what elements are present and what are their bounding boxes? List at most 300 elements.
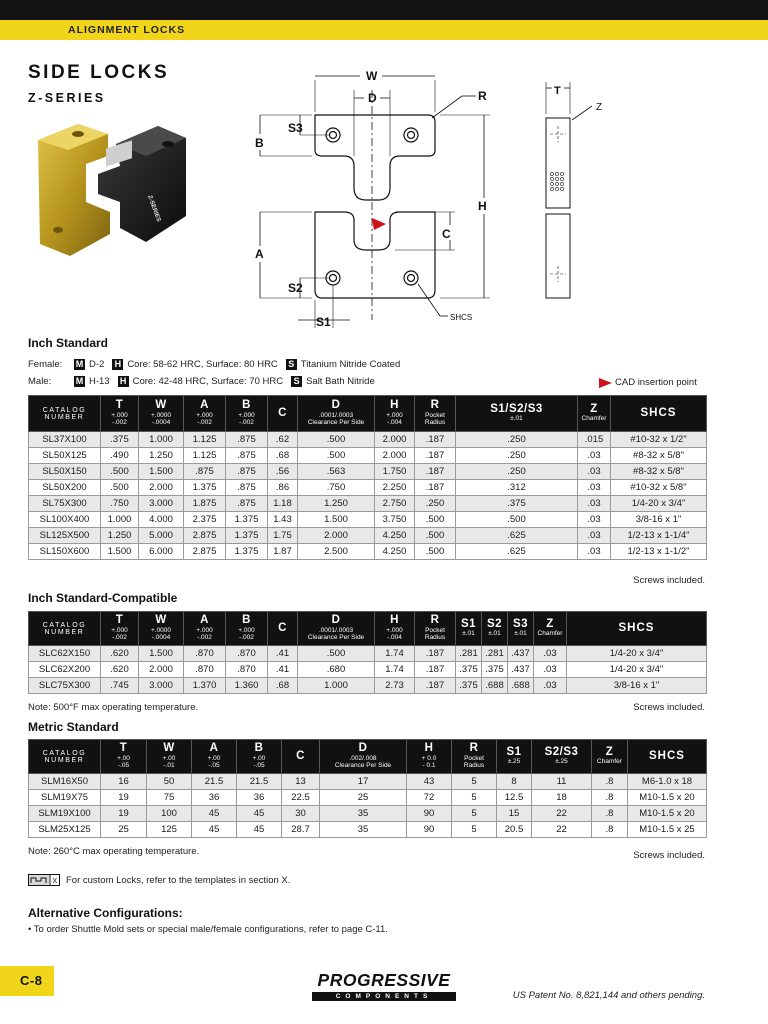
leader-shcs	[418, 284, 440, 316]
table-cell: .375	[456, 662, 482, 678]
table-cell: 43	[407, 774, 452, 790]
dim-label-c: C	[442, 227, 451, 241]
table-row	[29, 480, 707, 496]
table-cell: .187	[415, 432, 456, 448]
table-cell: 1/2-13 x 1-1/2"	[611, 544, 707, 560]
table-cell: .8	[592, 774, 628, 790]
table-cell: 2.73	[375, 678, 415, 694]
table-cell: .875	[226, 432, 268, 448]
table-cell: .870	[184, 662, 226, 678]
section-header-label: ALIGNMENT LOCKS	[68, 24, 186, 36]
col-t: T +.000 -.002	[101, 396, 139, 432]
table-cell: 20.5	[497, 822, 532, 838]
table-cell: .490	[101, 448, 139, 464]
table-cell: 2.250	[375, 480, 415, 496]
table-cell: 2.750	[375, 496, 415, 512]
inch-compatible-table	[28, 611, 707, 694]
table-cell: 17	[320, 774, 407, 790]
cad-insertion-text: CAD insertion point	[615, 377, 697, 388]
table-cell: M10-1.5 x 20	[628, 790, 707, 806]
section-header-bar	[0, 20, 768, 40]
table-cell: .187	[415, 678, 456, 694]
screws-included-note: Screws included.	[633, 702, 705, 713]
screws-included-note: Screws included.	[633, 850, 705, 861]
table-cell: 90	[407, 806, 452, 822]
table-cell: .500	[101, 464, 139, 480]
table-cell: 2.000	[298, 528, 375, 544]
table-cell: 1.375	[226, 544, 268, 560]
page-number-tab	[0, 966, 54, 996]
table-cell: .187	[415, 480, 456, 496]
col-c: C	[268, 396, 298, 432]
metric-standard-rows	[29, 774, 707, 838]
table-cell: 1.250	[298, 496, 375, 512]
table-cell: #8-32 x 5/8"	[611, 448, 707, 464]
col-shcs: SHCS	[628, 740, 707, 774]
male-label: Male:	[28, 376, 52, 387]
table-row	[29, 662, 707, 678]
table-row	[29, 806, 707, 822]
col-w: W +.0000 -.0004	[139, 396, 184, 432]
catalog-number-cell: SL100X400	[29, 512, 101, 528]
table-row	[29, 646, 707, 662]
table-cell: 1.500	[101, 544, 139, 560]
table-cell: 1.375	[226, 512, 268, 528]
table-cell: 1/4-20 x 3/4"	[567, 646, 707, 662]
dim-label-t: T	[554, 85, 561, 97]
hardness-text: Core: 42-48 HRC, Surface: 70 HRC	[132, 376, 284, 387]
catalog-number-cell: SLM19X100	[29, 806, 101, 822]
material-text: D-2	[89, 359, 105, 370]
table-cell: 1.18	[268, 496, 298, 512]
table-cell: 22.5	[282, 790, 320, 806]
table-cell: .500	[456, 512, 578, 528]
col-a: A +.00 -.05	[192, 740, 237, 774]
alternative-configurations-text: • To order Shuttle Mold sets or special male/female configurations, refer to page C-11.	[28, 924, 388, 935]
cad-insertion-point-icon	[372, 218, 386, 230]
dim-label-b: B	[255, 136, 264, 150]
table-cell: .750	[101, 496, 139, 512]
table-cell: .03	[578, 512, 611, 528]
bolt-hole-s2-right	[404, 271, 418, 285]
table-cell: 15	[497, 806, 532, 822]
table-cell: 11	[532, 774, 592, 790]
table-cell: 4.250	[375, 544, 415, 560]
table-cell: 1.500	[298, 512, 375, 528]
table-cell: .500	[298, 448, 375, 464]
catalog-number-cell: SLC62X200	[29, 662, 101, 678]
table-cell: .870	[226, 646, 268, 662]
metric-standard-table	[28, 739, 707, 838]
col-w: W +.00 -.01	[147, 740, 192, 774]
table-cell: 1.375	[184, 480, 226, 496]
table-cell: .750	[298, 480, 375, 496]
table-cell: 5	[452, 774, 497, 790]
female-material-row	[28, 359, 400, 370]
catalog-number-cell: SL50X150	[29, 464, 101, 480]
col-s3: S3 ±.01	[508, 612, 534, 646]
page-subtitle: Z-SERIES	[28, 91, 106, 105]
table-cell: 1.000	[101, 512, 139, 528]
table-cell: .875	[226, 448, 268, 464]
table-cell: 19	[101, 790, 147, 806]
col-catalog-number: CATALOG NUMBER	[29, 740, 101, 774]
table-cell: 1.43	[268, 512, 298, 528]
table-cell: 36	[237, 790, 282, 806]
col-z: Z Chamfer	[592, 740, 628, 774]
table-row	[29, 678, 707, 694]
table-cell: M10-1.5 x 20	[628, 806, 707, 822]
dim-label-s3: S3	[288, 121, 303, 135]
col-d: D .002/.008 Clearance Per Side	[320, 740, 407, 774]
table-cell: 22	[532, 806, 592, 822]
table-cell: .41	[268, 662, 298, 678]
catalog-number-cell: SLM16X50	[29, 774, 101, 790]
temperature-note: Note: 260°C max operating temperature.	[28, 846, 200, 857]
table-cell: 1.875	[184, 496, 226, 512]
table-cell: .875	[226, 496, 268, 512]
table-cell: 2.000	[139, 480, 184, 496]
col-h: H +.000 -.004	[375, 612, 415, 646]
table-cell: 1.74	[375, 662, 415, 678]
top-black-bar	[0, 0, 768, 20]
table-cell: .8	[592, 822, 628, 838]
table-cell: .375	[456, 496, 578, 512]
hardness-badge: H	[112, 359, 123, 370]
table-cell: .03	[578, 464, 611, 480]
dim-label-h: H	[478, 199, 487, 213]
col-s1-s2-s3: S1/S2/S3 ±.01	[456, 396, 578, 432]
col-h: H + 0.0 - 0.1	[407, 740, 452, 774]
table-cell: .688	[508, 678, 534, 694]
table-cell: .375	[482, 662, 508, 678]
table-cell: .187	[415, 662, 456, 678]
table-cell: .03	[578, 448, 611, 464]
table-cell: .745	[101, 678, 139, 694]
bolt-hole-s3-right	[404, 128, 418, 142]
material-badge: M	[75, 376, 84, 386]
col-z: Z Chamfer	[578, 396, 611, 432]
col-s2: S2 ±.01	[482, 612, 508, 646]
table-cell: .870	[226, 662, 268, 678]
table-row	[29, 432, 707, 448]
table-cell: 1.370	[184, 678, 226, 694]
catalog-number-cell: SL150X600	[29, 544, 101, 560]
table-cell: .437	[508, 646, 534, 662]
table-cell: 3.000	[139, 496, 184, 512]
serial-dot-pattern	[550, 172, 563, 190]
female-label: Female:	[28, 359, 63, 370]
male-side-view	[546, 214, 570, 298]
table-cell: .875	[226, 480, 268, 496]
inch-compatible-heading: Inch Standard-Compatible	[28, 591, 178, 605]
table-cell: 3.000	[139, 678, 184, 694]
col-a: A +.000 -.002	[184, 396, 226, 432]
inch-standard-rows	[29, 432, 707, 560]
table-cell: 5	[452, 822, 497, 838]
table-cell: 4.250	[375, 528, 415, 544]
table-cell: .250	[456, 448, 578, 464]
inch-standard-heading: Inch Standard	[28, 336, 109, 350]
table-cell: 90	[407, 822, 452, 838]
bolt-hole-s2-left	[330, 275, 337, 282]
col-r: R Pocket Radius	[415, 396, 456, 432]
table-cell: 1.500	[139, 464, 184, 480]
table-cell: .500	[415, 544, 456, 560]
dim-label-s2: S2	[288, 281, 303, 295]
col-z: Z Chamfer	[534, 612, 567, 646]
table-row	[29, 790, 707, 806]
table-cell: 1/4-20 x 3/4"	[611, 496, 707, 512]
table-cell: 3/8-16 x 1"	[611, 512, 707, 528]
table-cell: 45	[237, 806, 282, 822]
col-b: B +.000 -.002	[226, 396, 268, 432]
table-cell: 2.000	[375, 432, 415, 448]
col-r: R Pocket Radius	[415, 612, 456, 646]
table-cell: 1.125	[184, 432, 226, 448]
patent-note: US Patent No. 8,821,144 and others pending.	[512, 990, 705, 1001]
table-row	[29, 544, 707, 560]
table-cell: .250	[415, 496, 456, 512]
material-text: H-13	[89, 376, 110, 387]
side-view-drawing	[530, 78, 630, 308]
table-cell: .250	[456, 464, 578, 480]
table-cell: .86	[268, 480, 298, 496]
col-r: R Pocket Radius	[452, 740, 497, 774]
table-cell: .250	[456, 432, 578, 448]
table-cell: 45	[192, 822, 237, 838]
bolt-hole-s2-right	[408, 275, 415, 282]
leader-r	[432, 96, 462, 118]
table-cell: 18	[532, 790, 592, 806]
table-cell: M6-1.0 x 18	[628, 774, 707, 790]
table-cell: 2.375	[184, 512, 226, 528]
bolt-hole-s3-left	[330, 132, 337, 139]
table-cell: 12.5	[497, 790, 532, 806]
table-cell: 2.875	[184, 528, 226, 544]
dim-label-s1: S1	[316, 315, 331, 329]
dim-label-r: R	[478, 89, 487, 103]
table-cell: 21.5	[192, 774, 237, 790]
table-cell: 35	[320, 806, 407, 822]
table-cell: .500	[415, 528, 456, 544]
catalog-number-cell: SLC75X300	[29, 678, 101, 694]
table-cell: 5	[452, 790, 497, 806]
table-cell: 13	[282, 774, 320, 790]
col-d: D .0001/.0003 Clearance Per Side	[298, 396, 375, 432]
screws-included-note: Screws included.	[633, 575, 705, 586]
table-cell: 1.360	[226, 678, 268, 694]
table-cell: 35	[320, 822, 407, 838]
table-cell: 16	[101, 774, 147, 790]
male-material-row	[28, 376, 375, 387]
dim-label-w: W	[366, 69, 378, 83]
table-cell: .187	[415, 464, 456, 480]
col-w: W +.0000 -.0004	[139, 612, 184, 646]
col-b: B +.000 -.002	[226, 612, 268, 646]
logo-sub-text: COMPONENTS	[312, 992, 456, 1001]
table-cell: .680	[298, 662, 375, 678]
dim-label-z: Z	[596, 102, 603, 113]
table-cell: 3.750	[375, 512, 415, 528]
table-cell: 36	[192, 790, 237, 806]
col-shcs: SHCS	[567, 612, 707, 646]
shcs-label: SHCS	[450, 313, 473, 322]
table-cell: .563	[298, 464, 375, 480]
table-cell: 1.250	[101, 528, 139, 544]
catalog-number-cell: SLC62X150	[29, 646, 101, 662]
surface-text: Titanium Nitride Coated	[300, 359, 401, 370]
catalog-number-cell: SL125X500	[29, 528, 101, 544]
table-cell: .03	[578, 528, 611, 544]
table-cell: 8	[497, 774, 532, 790]
table-cell: 1.500	[139, 646, 184, 662]
table-cell: .62	[268, 432, 298, 448]
table-row	[29, 464, 707, 480]
col-s1: S1 ±.25	[497, 740, 532, 774]
catalog-number-cell: SL75X300	[29, 496, 101, 512]
col-t: T +.00 -.05	[101, 740, 147, 774]
table-cell: 5.000	[139, 528, 184, 544]
col-h: H +.000 -.004	[375, 396, 415, 432]
table-cell: .8	[592, 790, 628, 806]
table-cell: 25	[320, 790, 407, 806]
dim-label-a: A	[255, 247, 264, 261]
table-cell: 1.87	[268, 544, 298, 560]
table-cell: .375	[101, 432, 139, 448]
bolt-hole	[53, 227, 63, 233]
table-cell: 5	[452, 806, 497, 822]
table-cell: 2.500	[298, 544, 375, 560]
table-row	[29, 512, 707, 528]
table-cell: 1.375	[226, 528, 268, 544]
col-s1: S1 ±.01	[456, 612, 482, 646]
table-cell: .03	[534, 646, 567, 662]
page-title: SIDE LOCKS	[28, 62, 170, 83]
template-icon	[28, 873, 60, 887]
table-cell: 22	[532, 822, 592, 838]
col-s2-s3: S2/S3 ±.25	[532, 740, 592, 774]
surface-badge: S	[286, 359, 297, 370]
inch-standard-table	[28, 395, 707, 560]
table-cell: .312	[456, 480, 578, 496]
table-cell: 45	[192, 806, 237, 822]
table-cell: .015	[578, 432, 611, 448]
table-cell: 2.000	[375, 448, 415, 464]
hardness-text: Core: 58-62 HRC, Surface: 80 HRC	[127, 359, 278, 370]
table-cell: .437	[508, 662, 534, 678]
table-cell: 100	[147, 806, 192, 822]
dim-label-d: D	[368, 91, 377, 105]
cad-insertion-point-icon	[599, 378, 612, 388]
catalog-number-cell: SL50X200	[29, 480, 101, 496]
table-row	[29, 448, 707, 464]
inch-compatible-rows	[29, 646, 707, 694]
table-cell: .625	[456, 528, 578, 544]
table-cell: 2.000	[139, 662, 184, 678]
table-cell: .187	[415, 646, 456, 662]
table-row	[29, 528, 707, 544]
table-cell: #10-32 x 5/8"	[611, 480, 707, 496]
catalog-number-cell: SL37X100	[29, 432, 101, 448]
table-cell: 21.5	[237, 774, 282, 790]
table-cell: 2.875	[184, 544, 226, 560]
metric-standard-heading: Metric Standard	[28, 720, 119, 734]
table-cell: .500	[298, 432, 375, 448]
table-cell: 1.750	[375, 464, 415, 480]
col-c: C	[282, 740, 320, 774]
col-catalog-number: CATALOG NUMBER	[29, 612, 101, 646]
table-row	[29, 822, 707, 838]
alternative-configurations-heading: Alternative Configurations:	[28, 906, 183, 920]
custom-locks-note	[28, 873, 290, 887]
col-shcs: SHCS	[611, 396, 707, 432]
table-cell: 1/2-13 x 1-1/4"	[611, 528, 707, 544]
table-cell: .281	[482, 646, 508, 662]
table-cell: .03	[534, 662, 567, 678]
table-row	[29, 774, 707, 790]
table-cell: .68	[268, 678, 298, 694]
table-cell: .187	[415, 448, 456, 464]
col-a: A +.000 -.002	[184, 612, 226, 646]
catalog-number-cell: SL50X125	[29, 448, 101, 464]
table-cell: .500	[298, 646, 375, 662]
table-cell: 4.000	[139, 512, 184, 528]
table-cell: 3/8-16 x 1"	[567, 678, 707, 694]
temperature-note: Note: 500°F max operating temperature.	[28, 702, 199, 713]
col-catalog-number: CATALOG NUMBER	[29, 396, 101, 432]
table-cell: .03	[534, 678, 567, 694]
table-cell: #10-32 x 1/2"	[611, 432, 707, 448]
table-cell: .03	[578, 496, 611, 512]
col-b: B +.00 -.05	[237, 740, 282, 774]
table-cell: .500	[415, 512, 456, 528]
table-cell: .625	[456, 544, 578, 560]
table-cell: 72	[407, 790, 452, 806]
material-badge: M	[75, 359, 84, 369]
table-cell: .41	[268, 646, 298, 662]
table-cell: 1/4-20 x 3/4"	[567, 662, 707, 678]
surface-text: Salt Bath Nitride	[306, 376, 375, 387]
table-cell: 1.000	[298, 678, 375, 694]
table-cell: 75	[147, 790, 192, 806]
template-icon-label: X	[52, 878, 58, 885]
table-cell: 45	[237, 822, 282, 838]
table-cell: 1.250	[139, 448, 184, 464]
logo-main-text: PROGRESSIVE	[317, 970, 451, 990]
table-cell: .620	[101, 662, 139, 678]
table-cell: .500	[101, 480, 139, 496]
table-cell: 1.125	[184, 448, 226, 464]
table-cell: 6.000	[139, 544, 184, 560]
page-number: C-8	[20, 973, 43, 988]
table-cell: 125	[147, 822, 192, 838]
col-c: C	[268, 612, 298, 646]
table-cell: .875	[226, 464, 268, 480]
table-cell: 19	[101, 806, 147, 822]
catalog-number-cell: SLM19X75	[29, 790, 101, 806]
custom-locks-text: For custom Locks, refer to the templates in section X.	[66, 874, 291, 886]
bolt-hole-s3-right	[408, 132, 415, 139]
table-cell: .281	[456, 646, 482, 662]
table-cell: .875	[184, 464, 226, 480]
table-cell: .870	[184, 646, 226, 662]
catalog-number-cell: SLM25X125	[29, 822, 101, 838]
table-cell: 30	[282, 806, 320, 822]
bolt-hole	[72, 131, 84, 137]
bolt-hole	[162, 141, 174, 147]
photo-part-label: Z-SERIES	[146, 194, 162, 223]
